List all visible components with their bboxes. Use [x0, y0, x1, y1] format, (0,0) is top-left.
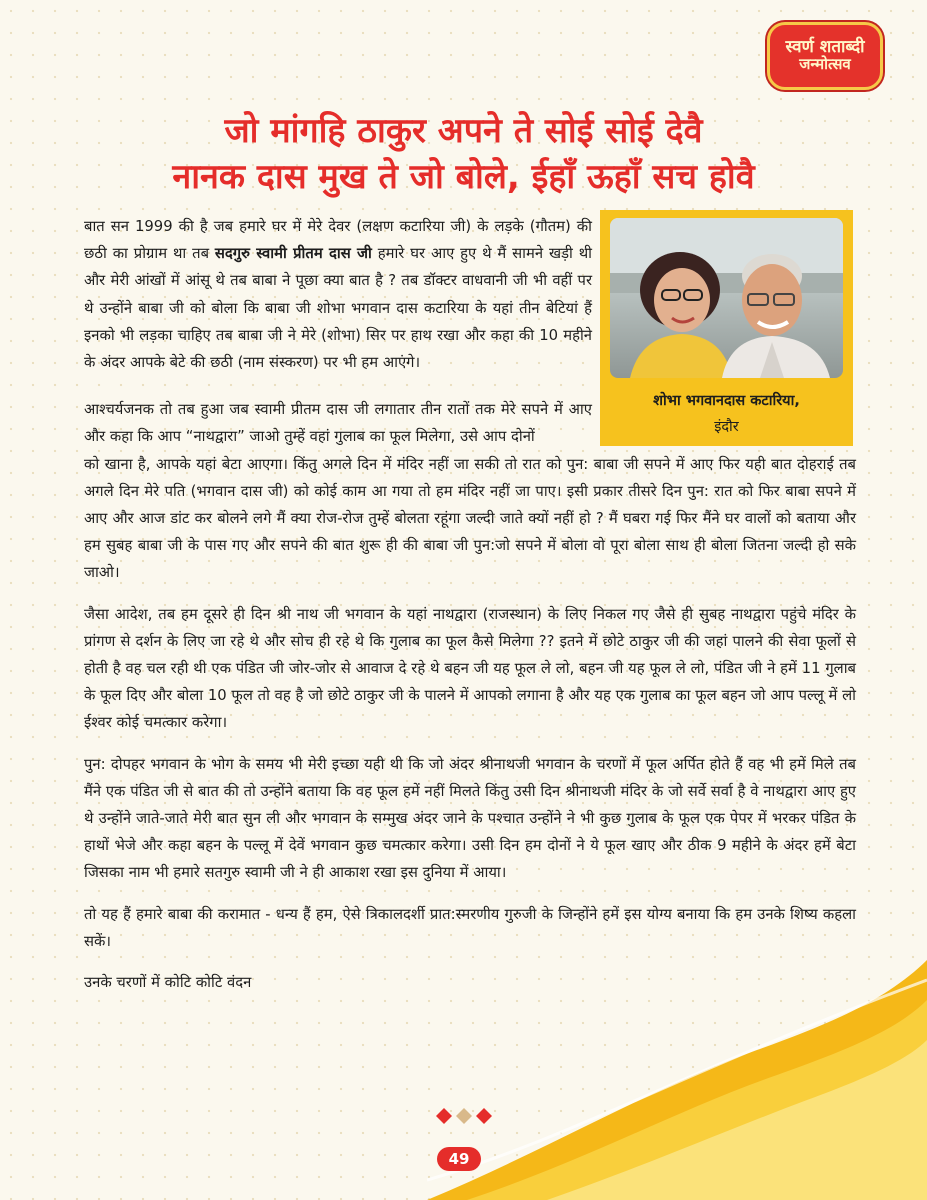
paragraph-1-part-b: हमारे घर आए हुए थे मैं सामने खड़ी थी और मेरी आंखों में आंसू थे तब बाबा ने पूछा क्या बात है ? तब डॉक्टर वाधवानी जी भी वहीं पर थे उन्होंने बाबा जी को बोला कि बाबा जी शोभा भगवान दास कटारिया के यहां तीन बेटियां हैं इनको भी लड़का चाहिए तब बाबा जी ने मेरे (शोभा) सिर पर हाथ रखा और कहा की 10 महीने के अंदर आपके बेटे की छठी (नाम संस्करण) पर भी हम आएंगे।	[84, 245, 592, 372]
paragraph-1	[84, 213, 592, 376]
footer-wave-decoration	[427, 940, 927, 1200]
ornament-diamonds	[436, 1108, 492, 1124]
paragraph-2-narrow: आश्चर्यजनक तो तब हुआ जब स्वामी प्रीतम दास जी लगातार तीन रातों तक मेरे सपने में आए और कहा कि आप “नाथद्वारा” जाओ तुम्हें वहां गुलाब का फूल मिलेगा, उसे आप दोनों	[84, 401, 592, 446]
badge-line-2: जन्मोत्सव	[799, 55, 851, 74]
paragraph-3: जैसा आदेश, तब हम दूसरे ही दिन श्री नाथ जी भगवान के यहां नाथद्वारा (राजस्थान) के लिए निकल गए जैसे ही सुबह नाथद्वारा पहुंचे मंदिर के प्रांगण से दर्शन के लिए जा रहे थे और सोच ही रहे थे कि गुलाब का फूल कैसे मिलेगा ?? इतने में छोटे ठाकुर जी की जहां पालने की सेवा फूलों से होती है वह चल रही थी एक पंडित जी जोर-जोर से आवाज दे रहे थे बहन जी यह फूल ले लो, बहन जी यह फूल ले लो, पंडित जी ने हमें 11 गुलाब के फूल दिए और बोला 10 फूल तो वह है जो छोटे ठाकुर जी के पालने में आपको लगाना है और यह एक गुलाब का फूल बहन जो आप पल्लू में लो ईश्वर कोई चमत्कार करेगा।	[84, 605, 856, 732]
article-body	[84, 213, 856, 1010]
photo-caption-city: इंदौर	[714, 419, 739, 435]
page-title	[0, 108, 927, 200]
title-line-1: जो मांगहि ठाकुर अपने ते सोई सोई देवै	[224, 111, 703, 151]
paragraph-4: पुन: दोपहर भगवान के भोग के समय भी मेरी इच्छा यही थी कि जो अंदर श्रीनाथजी भगवान के चरणों में फूल अर्पित होते हैं वह भी हमें मिले तब मैंने एक पंडित जी से बात की तो उन्होंने बताया कि वह फूल हमें नहीं मिलते किंतु उसी दिन श्रीनाथजी मंदिर के जो सर्वे सर्वा है वे नाथद्वारा आए हुए थे उन्होंने जाते-जाते मेरी बात सुन ली और भगवान के सम्मुख अंदर जाने के पश्चात उन्होंने ने भी कुछ गुलाब के फूल एक पेपर में भरकर पंडित के हाथों भेजे और कहा बहन के पल्लू में देवें भगवान कुछ चमत्कार करेगा। उसी दिन हम दोनों ने ये फूल खाए और ठीक 9 महीने के अंदर हमें बेटा जिसका नाम भी हमारे सतगुरु स्वामी जी ने ही आकाश रखा इस दुनिया में आया।	[84, 755, 856, 882]
title-line-2: नानक दास मुख ते जो बोले, ईहाँ ऊहाँ सच होवै	[172, 157, 755, 197]
guru-name: सदगुरु स्वामी प्रीतम दास जी	[214, 245, 372, 263]
badge-line-1: स्वर्ण शताब्दी	[785, 37, 865, 58]
page-number: 49	[437, 1147, 481, 1171]
photo-caption-name: शोभा भगवानदास कटारिया,	[653, 393, 800, 409]
paragraph-6: उनके चरणों में कोटि कोटि वंदन	[84, 974, 252, 992]
paragraph-2	[84, 396, 856, 586]
paragraph-2-wide: को खाना है, आपके यहां बेटा आएगा। किंतु अगले दिन में मंदिर नहीं जा सकी तो रात को पुन: बाबा जी सपने में आए फिर यही बात दोहराई तब अगले दिन मेरे पति (भगवान दास जी) को कोई काम आ गया तो हम मंदिर नहीं जा पाए। इसी प्रकार तीसरे दिन पुन: रात को फिर बाबा सपने में आए और आज डांट कर बोलने लगे मैं क्या रोज-रोज तुम्हें बोलता रहूंगा जल्दी जाते क्यों नहीं हो ? मैं घबरा गई फिर मैंने घर वालों को बताया और हम सुबह बाबा जी के पास गए और सपने की बात शुरू ही की बाबा जी पुन:जो सपने में बोला वो पूरा बोला साथ ही बोला जितना जल्दी हो सके जाओ।	[84, 455, 857, 582]
anniversary-badge	[767, 22, 883, 90]
paragraph-1-part-a: बात सन 1999 की है जब हमारे घर में मेरे देवर (लक्षण कटारिया जी) के लड़के (गौतम) की छठी का प्रोग्राम था तब	[84, 218, 592, 263]
paragraph-5: तो यह हैं हमारे बाबा की करामात - धन्य हैं हम, ऐसे त्रिकालदर्शी प्रात:स्मरणीय गुरुजी के जिन्होंने हमें इस योग्य बनाया कि हम उनके शिष्य कहला सकें।	[84, 905, 856, 950]
